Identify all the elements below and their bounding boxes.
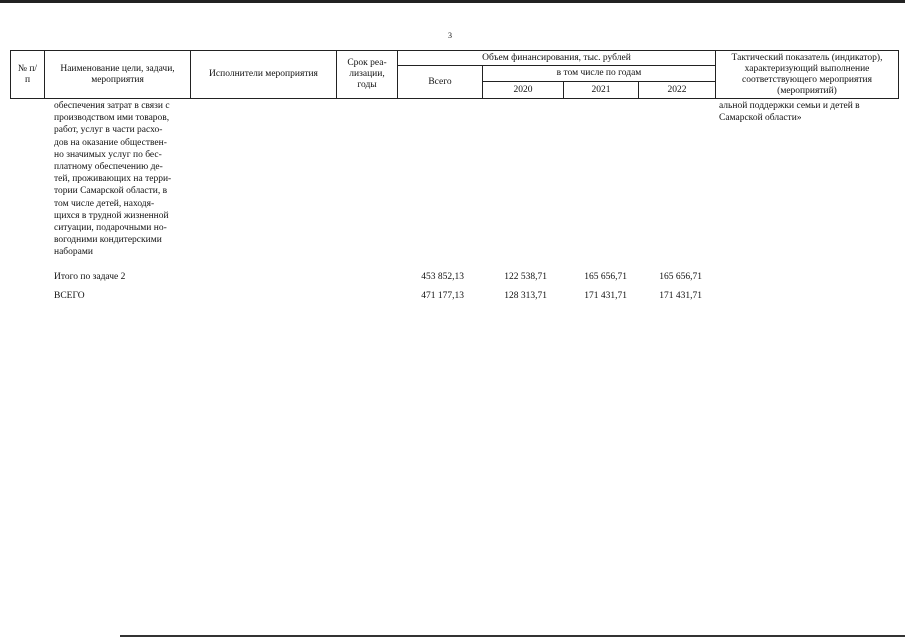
text-line: обеспечения затрат в связи с [54, 101, 170, 111]
page-top-edge [0, 0, 905, 3]
text-line: производством ими товаров, [54, 113, 170, 124]
text-line: наборами [54, 247, 93, 258]
header-col-funding: Объем финансирования, тыс. рублей [397, 50, 716, 66]
indicator-text [719, 100, 895, 124]
text-line: платному обеспечению де- [54, 162, 163, 173]
value-2022: 171 431,71 [659, 291, 702, 301]
text-line: тей, проживающих на терри- [54, 174, 172, 185]
header-col-by-years: в том числе по годам [482, 65, 716, 82]
value-2020: 122 538,71 [504, 272, 547, 282]
value-2022: 165 656,71 [659, 272, 702, 282]
header-col-number: № п/п [10, 50, 45, 99]
page-bottom-edge [120, 635, 905, 637]
header-col-indicator: Тактический показатель (индикатор), характеризующий выполнение соответствующего мероприятия (мероприятий) [715, 50, 899, 99]
text-line: дов на оказание обществен- [54, 137, 167, 148]
header-year-2021: 2021 [563, 81, 639, 99]
text-line: работ, услуг в части расхо- [54, 125, 163, 136]
value-2020: 128 313,71 [504, 291, 547, 301]
row-label: ВСЕГО [54, 291, 85, 301]
header-col-executors: Исполнители мероприятия [190, 50, 337, 99]
header-col-total: Всего [397, 65, 483, 99]
text-line: ситуации, подарочными но- [54, 223, 167, 234]
text-line: тории Самарской области, в [54, 186, 168, 197]
value-2021: 165 656,71 [584, 272, 627, 282]
activity-name-text [54, 100, 186, 259]
value-total: 471 177,13 [421, 291, 464, 301]
header-year-2022: 2022 [638, 81, 716, 99]
text-line: том числе детей, находя- [54, 198, 155, 209]
row-label: Итого по задаче 2 [54, 272, 126, 282]
text-line: щихся в трудной жизненной [54, 210, 169, 221]
text-line: вогодними кондитерскими [54, 235, 162, 246]
page-number: 3 [448, 31, 452, 40]
value-2021: 171 431,71 [584, 291, 627, 301]
text-line: но значимых услуг по бес- [54, 149, 162, 160]
header-col-term: Срок реа-лизации, годы [336, 50, 398, 99]
header-year-2020: 2020 [482, 81, 564, 99]
value-total: 453 852,13 [421, 272, 464, 282]
text-line: Самарской области» [719, 113, 802, 124]
header-col-name: Наименование цели, задачи, мероприятия [44, 50, 191, 99]
text-line: альной поддержки семьи и детей в [719, 101, 860, 111]
